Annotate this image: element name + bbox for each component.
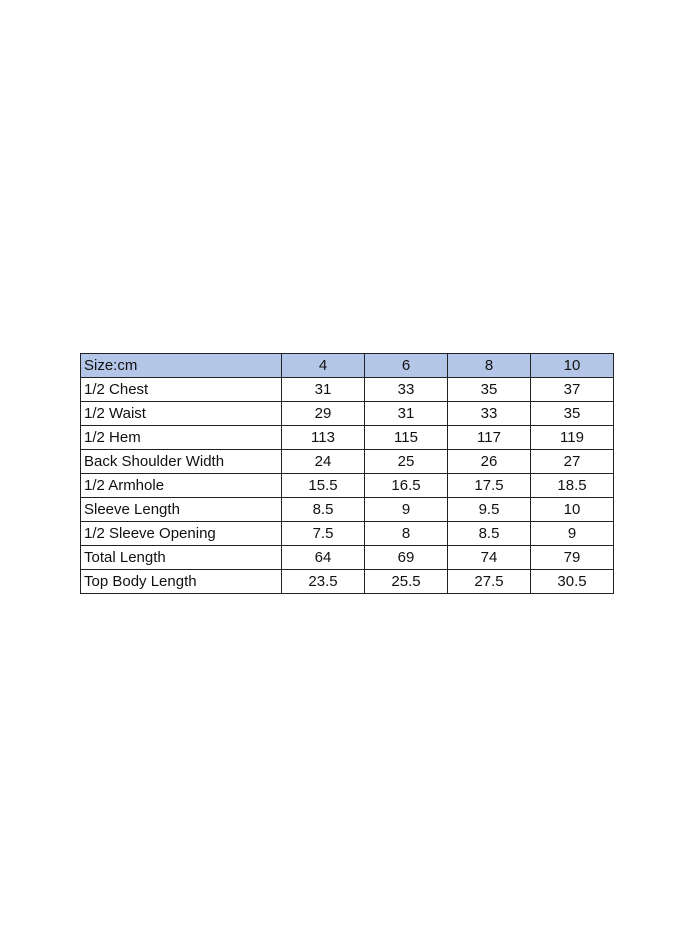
table-cell: 31 (365, 402, 448, 426)
table-row (81, 426, 614, 450)
table-row (81, 378, 614, 402)
table-cell: 15.5 (282, 474, 365, 498)
table-row (81, 474, 614, 498)
table-cell: 113 (282, 426, 365, 450)
table-cell: 9 (531, 522, 614, 546)
table-row (81, 570, 614, 594)
size-column-header: 4 (282, 354, 365, 378)
table-cell: 29 (282, 402, 365, 426)
table-row (81, 498, 614, 522)
header-label-cell: Size:cm (81, 354, 282, 378)
table-cell: 7.5 (282, 522, 365, 546)
table-cell: 69 (365, 546, 448, 570)
table-row (81, 546, 614, 570)
table-cell: 115 (365, 426, 448, 450)
size-chart-body (81, 378, 614, 594)
table-cell: 33 (448, 402, 531, 426)
table-cell: 25.5 (365, 570, 448, 594)
table-row (81, 450, 614, 474)
table-cell: 64 (282, 546, 365, 570)
header-row (81, 354, 614, 378)
table-cell: 79 (531, 546, 614, 570)
table-cell: 8 (365, 522, 448, 546)
row-label: Sleeve Length (81, 498, 282, 522)
table-row (81, 522, 614, 546)
table-cell: 17.5 (448, 474, 531, 498)
table-cell: 9 (365, 498, 448, 522)
table-cell: 31 (282, 378, 365, 402)
table-cell: 18.5 (531, 474, 614, 498)
table-cell: 23.5 (282, 570, 365, 594)
table-cell: 33 (365, 378, 448, 402)
table-cell: 16.5 (365, 474, 448, 498)
row-label: 1/2 Chest (81, 378, 282, 402)
table-cell: 24 (282, 450, 365, 474)
row-label: Total Length (81, 546, 282, 570)
size-column-header: 6 (365, 354, 448, 378)
row-label: 1/2 Sleeve Opening (81, 522, 282, 546)
row-label: Top Body Length (81, 570, 282, 594)
table-cell: 35 (448, 378, 531, 402)
row-label: Back Shoulder Width (81, 450, 282, 474)
table-cell: 26 (448, 450, 531, 474)
table-cell: 9.5 (448, 498, 531, 522)
table-cell: 35 (531, 402, 614, 426)
table-cell: 27.5 (448, 570, 531, 594)
table-cell: 25 (365, 450, 448, 474)
table-cell: 30.5 (531, 570, 614, 594)
table-cell: 74 (448, 546, 531, 570)
size-chart-table (80, 353, 614, 594)
row-label: 1/2 Armhole (81, 474, 282, 498)
size-chart-header (81, 354, 614, 378)
size-column-header: 8 (448, 354, 531, 378)
table-cell: 10 (531, 498, 614, 522)
table-cell: 37 (531, 378, 614, 402)
table-cell: 8.5 (448, 522, 531, 546)
table-row (81, 402, 614, 426)
table-cell: 117 (448, 426, 531, 450)
table-cell: 27 (531, 450, 614, 474)
row-label: 1/2 Hem (81, 426, 282, 450)
row-label: 1/2 Waist (81, 402, 282, 426)
size-column-header: 10 (531, 354, 614, 378)
table-cell: 8.5 (282, 498, 365, 522)
table-cell: 119 (531, 426, 614, 450)
